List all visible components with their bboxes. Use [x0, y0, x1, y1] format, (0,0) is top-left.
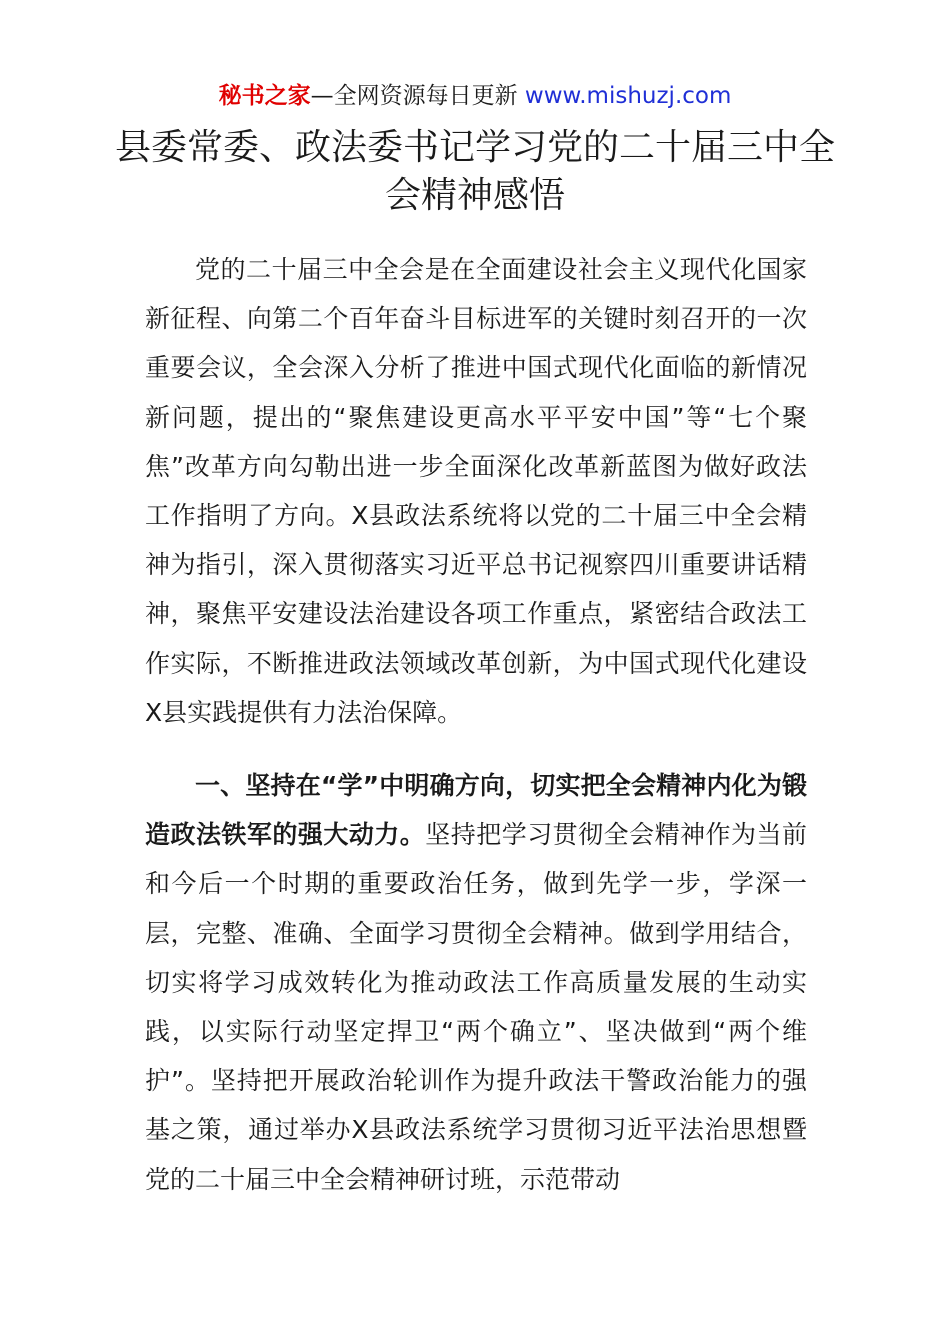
intro-paragraph: 党的二十届三中全会是在全面建设社会主义现代化国家新征程、向第二个百年奋斗目标进军的关键时刻召开的一次重要会议，全会深入分析了推进中国式现代化面临的新情况新问题，提出的“聚焦建设更高水平平安中国”等“七个聚焦”改革方向勾勒出进一步全面深化改革新蓝图为做好政法工作指明了方向。X县政法系统将以党的二十届三中全会精神为指引，深入贯彻落实习近平总书记视察四川重要讲话精神，聚焦平安建设法治建设各项工作重点，紧密结合政法工作实际，不断推进政法领域改革创新，为中国式现代化建设X县实践提供有力法治保障。 [145, 255, 807, 727]
section-1-heading: 一、坚持在“学”中明确方向，切实把全会精神内化为锻造政法铁军的强大动力。 [145, 771, 807, 850]
document-body [145, 245, 807, 1204]
site-header [0, 80, 950, 112]
site-tagline: —全网资源每日更新 [310, 83, 525, 109]
section-1-text: 坚持把学习贯彻全会精神作为当前和今后一个时期的重要政治任务，做到先学一步，学深一层，完整、准确、全面学习贯彻全会精神。做到学用结合，切实将学习成效转化为推动政法工作高质量发展的生动实践，以实际行动坚定捍卫“两个确立”、坚决做到“两个维护”。坚持把开展政治轮训作为提升政法干警政治能力的强基之策，通过举办X县政法系统学习贯彻习近平法治思想暨党的二十届三中全会精神研讨班，示范带动 [145, 820, 807, 1194]
site-url-link[interactable]: www.mishuzj.com [524, 83, 732, 109]
site-brand: 秘书之家 [218, 83, 311, 109]
document-title: 县委常委、政法委书记学习党的二十届三中全会精神感悟 [114, 127, 835, 216]
section-1-paragraph [145, 761, 807, 1204]
